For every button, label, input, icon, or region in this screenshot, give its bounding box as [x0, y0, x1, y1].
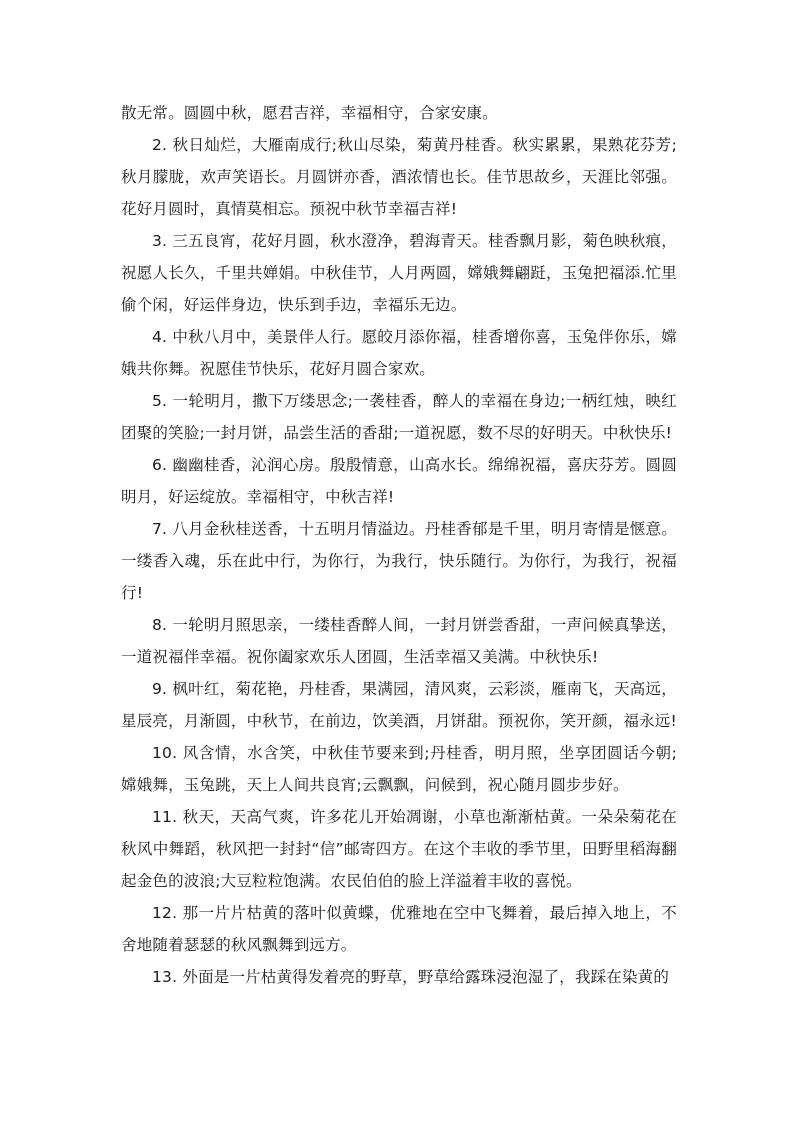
- paragraph-5: 5. 一轮明月，撒下万缕思念;一袭桂香，醉人的幸福在身边;一柄红烛，映红团聚的笑脸;一封月饼，品尝生活的香甜;一道祝愿，数不尽的好明天。中秋快乐!: [121, 392, 677, 442]
- paragraph-1: 散无常。圆圆中秋，愿君吉祥，幸福相守，合家安康。: [121, 104, 498, 122]
- paragraph-6: 6. 幽幽桂香，沁润心房。殷殷情意，山高水长。绵绵祝福，喜庆芬芳。圆圆明月，好运绽放。幸福相守，中秋吉祥!: [121, 456, 677, 506]
- document-body: [121, 97, 677, 993]
- paragraph-8: 8. 一轮明月照思亲，一缕桂香醉人间，一封月饼尝香甜，一声问候真挚送，一道祝福伴幸福。祝你阖家欢乐人团圆，生活幸福又美满。中秋快乐!: [121, 616, 677, 666]
- paragraph-3: 3. 三五良宵，花好月圆，秋水澄净，碧海青天。桂香飘月影，菊色映秋痕，祝愿人长久，千里共婵娟。中秋佳节，人月两圆，嫦娥舞翩跹，玉兔把福添.忙里偷个闲，好运伴身边，快乐到手边，幸福乐无边。: [121, 232, 677, 314]
- paragraph-2: 2. 秋日灿烂，大雁南成行;秋山尽染，菊黄丹桂香。秋实累累，果熟花芬芳;秋月朦胧，欢声笑语长。月圆饼亦香，酒浓情也长。佳节思故乡，天涯比邻强。花好月圆时，真情莫相忘。预祝中秋节幸福吉祥!: [121, 136, 677, 218]
- paragraph-4: 4. 中秋八月中，美景伴人行。愿皎月添你福，桂香增你喜，玉兔伴你乐，嫦娥共你舞。祝愿佳节快乐，花好月圆合家欢。: [121, 328, 677, 378]
- paragraph-9: 9. 枫叶红，菊花艳，丹桂香，果满园，清风爽，云彩淡，雁南飞，天高远，星辰亮，月渐圆，中秋节，在前边，饮美酒，月饼甜。预祝你，笑开颜，福永远!: [121, 680, 677, 730]
- paragraph-7: 7. 八月金秋桂送香，十五明月情溢边。丹桂香郁是千里，明月寄情是惬意。一缕香入魂，乐在此中行，为你行，为我行，快乐随行。为你行，为我行，祝福行!: [121, 520, 677, 602]
- paragraph-10: 10. 风含情，水含笑，中秋佳节要来到;丹桂香，明月照，坐享团圆话今朝;嫦娥舞，玉兔跳，天上人间共良宵;云飘飘，问候到，祝心随月圆步步好。: [121, 744, 677, 794]
- paragraph-13: 13. 外面是一片枯黄得发着亮的野草，野草给露珠浸泡湿了，我踩在染黄的: [152, 968, 670, 986]
- paragraph-11: 11. 秋天，天高气爽，许多花儿开始凋谢，小草也渐渐枯黄。一朵朵菊花在秋风中舞蹈，秋风把一封封“信”邮寄四方。在这个丰收的季节里，田野里稻海翻起金色的波浪;大豆粒粒饱满。农民伯伯的脸上洋溢着丰收的喜悦。: [121, 808, 677, 890]
- paragraph-12: 12. 那一片片枯黄的落叶似黄蝶，优雅地在空中飞舞着，最后掉入地上，不舍地随着瑟瑟的秋风飘舞到远方。: [121, 904, 677, 954]
